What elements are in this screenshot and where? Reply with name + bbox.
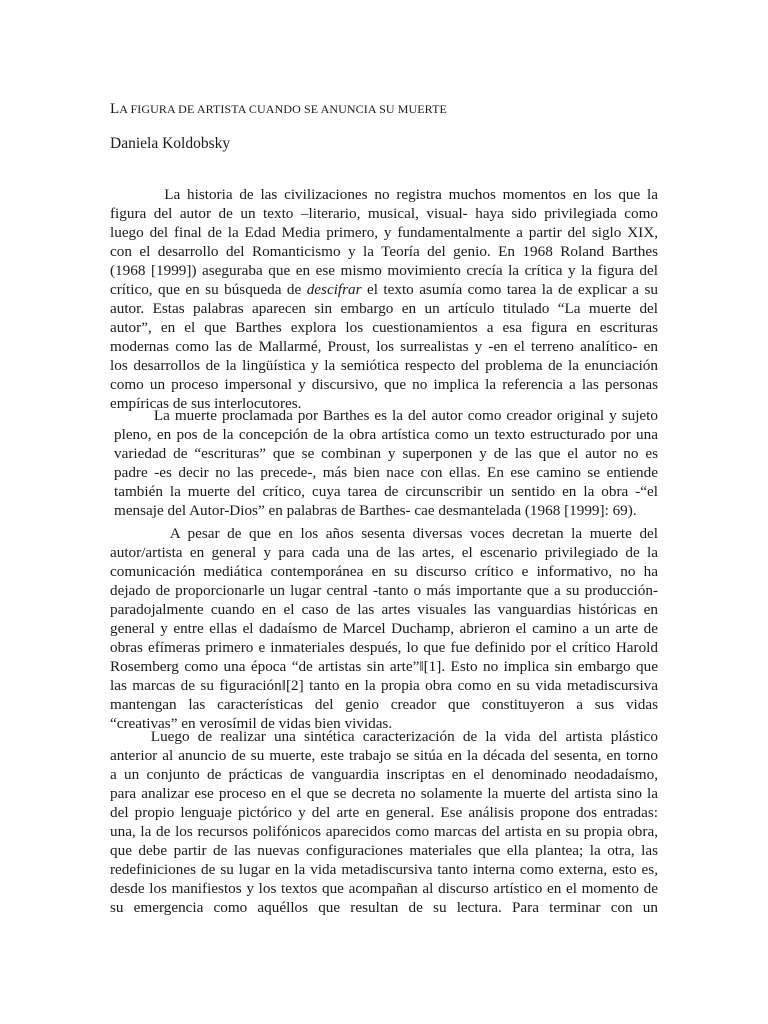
text-line: como un proceso impersonal y discursivo, que no implica la referencia a las personas: [110, 376, 658, 393]
text-line: su emergencia como aquéllos que resultan de su lectura. Para terminar con un: [110, 899, 658, 916]
text-line: A pesar de que en los años sesenta diversas voces decretan la muerte del: [110, 525, 658, 542]
paragraph-2: [114, 406, 658, 520]
text-line: que debe partir de las nuevas configuraciones materiales que ella plantea; la otra, las: [110, 842, 658, 859]
text-line-with-italic: [110, 280, 658, 299]
text-line: paradojalmente cuando en el caso de las artes visuales las vanguardias históricas en: [110, 601, 658, 618]
text-line: también la muerte del crítico, cuya tarea de circunscribir un sentido en la obra -“el: [114, 483, 658, 500]
text-line: a un conjunto de prácticas de vanguardia inscriptas en el denominado neodadaísmo,: [110, 766, 658, 783]
text-line: “creativas” en verosímil de vidas bien vividas.: [110, 715, 393, 732]
text-line: autor”, en el que Barthes explora los cuestionamientos a esa figura en escrituras: [110, 319, 658, 336]
text-line: obras efímeras primero e inmateriales después, lo que fue definido por el crítico Harold: [110, 639, 658, 656]
text-line: padre -es decir no las precede-, más bien nace con ellas. En ese camino se entiende: [114, 464, 658, 481]
text-line: desde los manifiestos y los textos que acompañan al discurso artístico en el momento de: [110, 880, 658, 897]
text-line: La muerte proclamada por Barthes es la del autor como creador original y sujeto: [114, 407, 658, 424]
text-line: del propio lenguaje pictórico y del arte en general. Ese análisis propone dos entradas:: [110, 804, 658, 821]
text-line: anterior al anuncio de su muerte, este trabajo se sitúa en la década del sesenta, en torno: [110, 747, 658, 764]
document-title: [110, 101, 447, 118]
text-line: (1968 [1999]) aseguraba que en ese mismo movimiento crecía la crítica y la figura del: [110, 262, 658, 279]
text-line: una, la de los recursos polifónicos aparecidos como marcas del artista en su propia obra,: [110, 823, 658, 840]
paragraph-4: [110, 727, 658, 917]
text-line: Rosemberg como una época “de artistas sin arte”‖[1]. Esto no implica sin embargo que: [110, 658, 658, 675]
text-line: las marcas de su figuración‖[2] tanto en la propia obra como en su vida metadiscursiva: [110, 677, 658, 694]
line-tail: el texto asumía como tarea la de explicar a su: [361, 281, 658, 298]
text-line: figura del autor de un texto –literario, musical, visual- haya sido privilegiada como: [110, 205, 658, 222]
text-line: variedad de “escrituras” que se combinan y superponen y de las que el autor no es: [114, 445, 658, 462]
text-line: pleno, en pos de la concepción de la obra artística como un texto estructurado por una: [114, 426, 658, 443]
text-line: para analizar ese proceso en el que se decreta no solamente la muerte del artista sino la: [110, 785, 658, 802]
text-line: dejado de proporcionarle un lugar central -tanto o más importante que a su producción-: [110, 582, 658, 599]
title-text: A FIGURA DE ARTISTA CUANDO SE ANUNCIA SU MUERTE: [119, 102, 447, 116]
text-line: mantengan las características del genio creador que constituyeron a sus vidas: [110, 696, 658, 713]
paragraph-1: [110, 185, 658, 413]
text-line: La historia de las civilizaciones no registra muchos momentos en los que la: [110, 186, 658, 203]
text-line: redefiniciones de su lugar en la vida metadiscursiva tanto interna como externa, esto es,: [110, 861, 658, 878]
text-line: modernas como las de Mallarmé, Proust, los surrealistas y -en el terreno analítico- en: [110, 338, 658, 355]
text-line: los desarrollos de la lingüística y la semiótica respecto del problema de la enunciación: [110, 357, 658, 374]
text-line: autor/artista en general y para cada una de las artes, el escenario privilegiado de la: [110, 544, 658, 561]
author-name: Daniela Koldobsky: [110, 135, 231, 152]
title-initial: L: [110, 101, 120, 117]
text-line: Luego de realizar una sintética caracterización de la vida del artista plástico: [110, 728, 658, 745]
line-head: crítico, que en su búsqueda de: [110, 281, 307, 298]
italic-word: descifrar: [306, 281, 362, 298]
text-line: con el desarrollo del Romanticismo y la Teoría del genio. En 1968 Roland Barthes: [110, 243, 658, 260]
text-line: mensaje del Autor-Dios” en palabras de Barthes- cae desmantelada (1968 [1999]: 69).: [114, 502, 637, 519]
paragraph-3: [110, 524, 658, 733]
text-line: comunicación mediática contemporánea en su discurso crítico e informativo, no ha: [110, 563, 658, 580]
text-line: empíricas de sus interlocutores.: [110, 395, 302, 412]
text-line: general y entre ellas el dadaísmo de Marcel Duchamp, abrieron el camino a un arte de: [110, 620, 658, 637]
text-line: luego del final de la Edad Media primero, y fundamentalmente a partir del siglo XIX,: [110, 224, 658, 241]
text-line: autor. Estas palabras aparecen sin embargo en un artículo titulado “La muerte del: [110, 300, 658, 317]
